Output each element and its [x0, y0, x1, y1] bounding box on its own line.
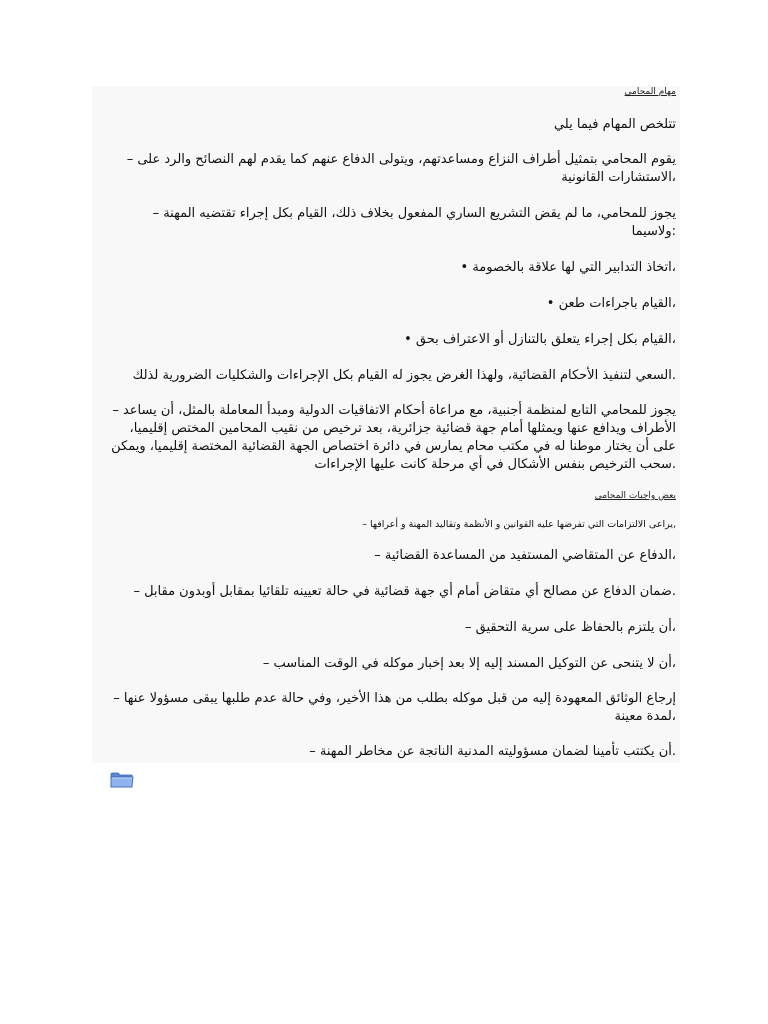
document-content	[100, 86, 676, 761]
paragraph-procedures: يجوز للمحامي، ما لم يقض التشريع الساري المفعول بخلاف ذلك، القيام بكل إجراء تقتضيه المهنة – :ولاسيما	[152, 206, 676, 239]
duty-withdrawal: ،أن لا يتنحى عن التوكيل المسند إليه إلا بعد إخبار موكله في الوقت المناسب –	[262, 656, 676, 671]
intro-paragraph: تتلخص المهام فيما يلي	[553, 117, 676, 132]
paragraph-representation: يقوم المحامي بتمثيل أطراف النزاع ومساعدتهم، ويتولى الدفاع عنهم كما يقدم لهم النصائح والرد على – ،الاستشارات القانونية	[126, 152, 676, 185]
bullet-appeals: ،القيام باجراءات طعن •	[546, 296, 676, 311]
duty-obligations: ,يراعى الالتزامات التي تفرضها عليه القوانين و الأنظمة وتقاليد المهنة و أعرافها –	[362, 519, 676, 530]
section-heading-lawyer-duties[interactable]: بعض واجبات المحامي	[594, 491, 676, 501]
folder-icon[interactable]	[110, 771, 134, 789]
bullet-measures: ،اتخاذ التدابير التي لها علاقة بالخصومة •	[460, 260, 676, 275]
section-heading-lawyer-tasks[interactable]: مهام المحامي	[624, 87, 676, 97]
paragraph-enforcement: .السعي لتنفيذ الأحكام القضائية، ولهذا الغرض يجوز له القيام بكل الإجراءات والشكليات الضرورية لذلك	[132, 368, 676, 383]
duty-defense: .ضمان الدفاع عن مصالح أي متقاض أمام أي جهة قضائية في حالة تعيينه تلقائيا بمقابل أوبدون مقابل –	[133, 584, 676, 599]
duty-insurance: .أن يكتتب تأمينا لضمان مسؤوليته المدنية الناتجة عن مخاطر المهنة –	[309, 744, 676, 759]
paragraph-foreign-lawyer: يجوز للمحامي التابع لمنظمة أجنبية، مع مراعاة أحكام الاتفاقيات الدولية ومبدأ المعاملة بالمثل، أن يساعد – الأطراف ويدافع عنها ويمثلها أمام جهة قضائية جزائرية، بعد ترخيص من نقيب المحامين المختص إقليميا، على أن يختار موطنا له في مكتب محام يمارس في دائرة اختصاص الجهة القضائية المختصة إقليميا، ويمكن .سحب الترخيص بنفس الأشكال في أي مرحلة كانت عليها الإجراءات	[111, 403, 676, 472]
bullet-waiver: ،القيام بكل إجراء يتعلق بالتنازل أو الاعتراف بحق •	[404, 332, 676, 347]
duty-legal-aid: ،الدفاع عن المتقاضي المستفيد من المساعدة القضائية –	[374, 548, 676, 563]
duty-confidentiality: ،أن يلتزم بالحفاظ على سرية التحقيق –	[465, 620, 676, 635]
duty-return-documents: إرجاع الوثائق المعهودة إليه من قبل موكله بطلب من هذا الأخير، وفي حالة عدم طلبها يبقى مسؤولا عنها – ،لمدة معينة	[113, 691, 676, 724]
